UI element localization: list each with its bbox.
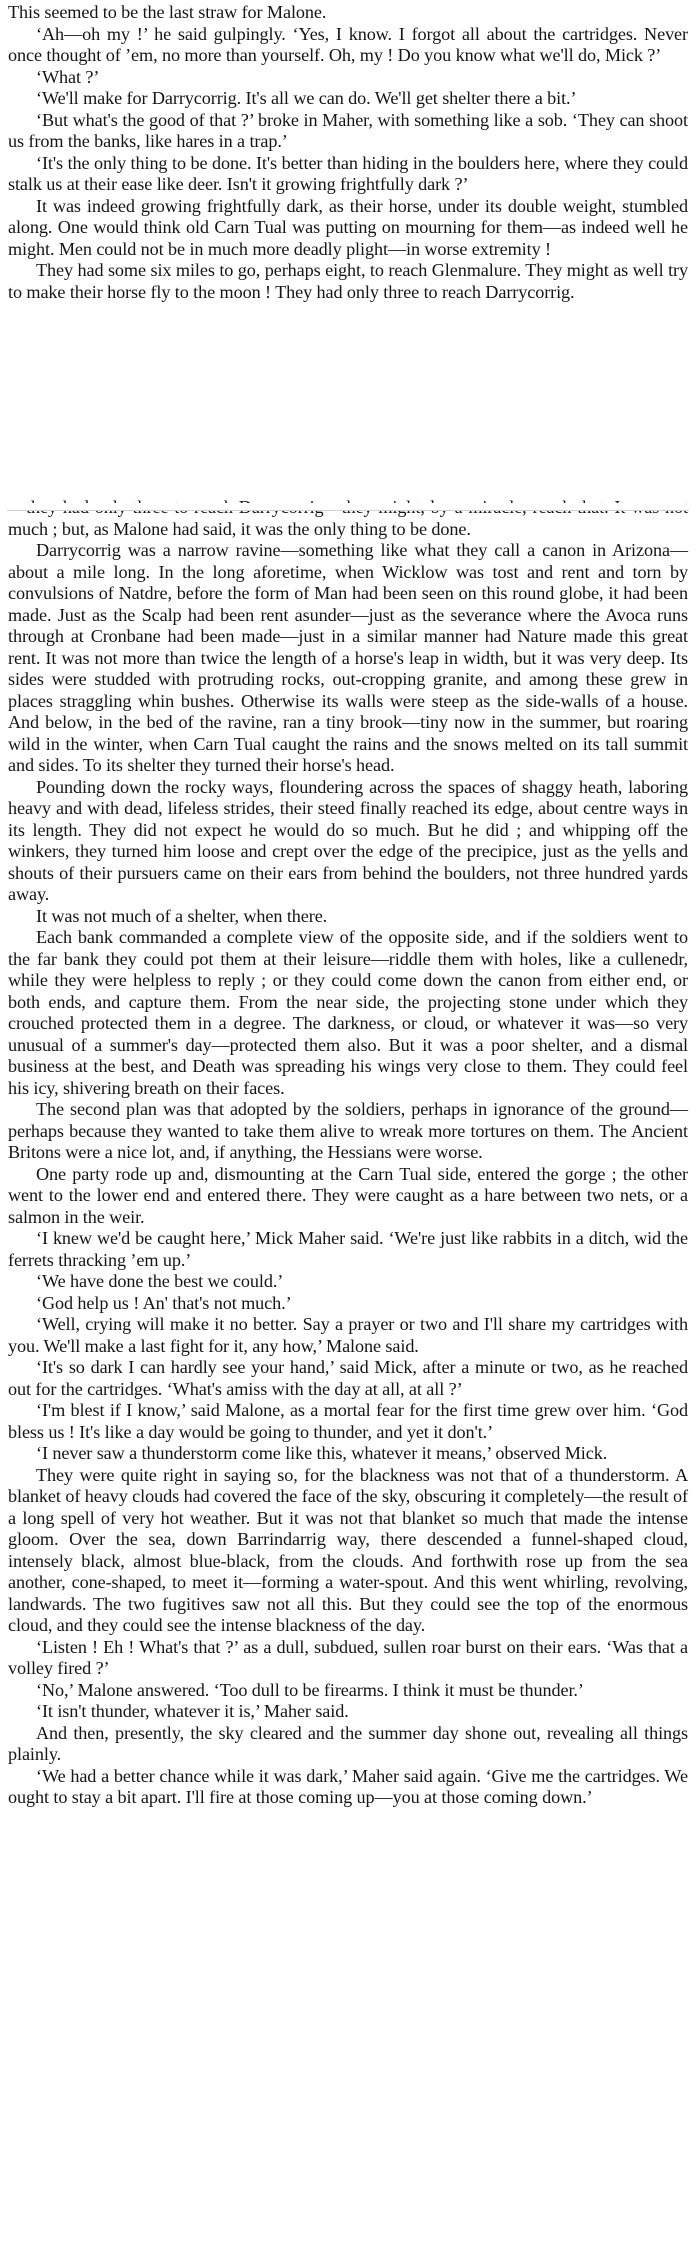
paragraph: The second plan was that adopted by the soldiers, perhaps in ignorance of the ground—perhaps because they wanted to take them alive to wreak more tortures on them. The Ancient Britons were a nice lot, and, if anything, the Hessians were worse. bbox=[8, 1099, 688, 1162]
paragraph: They were quite right in saying so, for the blackness was not that of a thunderstorm. A blanket of heavy clouds had covered the face of the sky, obscuring it completely—the result of a long spell of very hot weather. But it was not that blanket so much that made the intense gloom. Over the sea, down Barrindarrig way, there descended a funnel-shaped cloud, intensely black, almost blue-black, from the clouds. And forthwith rose up from the sea another, cone-shaped, to meet it—forming a water-spout. And this went whirling, revolving, landwards. The two fugitives saw not all this. But they could see the top of the enormous cloud, and they could see the intense blackness of the day. bbox=[8, 1464, 688, 1635]
paragraph: ‘But what's the good of that ?’ broke in Maher, with something like a sob. ‘They can shoot us from the banks, like hares in a trap.’ bbox=[8, 109, 688, 151]
paragraph: ‘I knew we'd be caught here,’ Mick Maher said. ‘We're just like rabbits in a ditch, wid the ferrets thracking ’em up.’ bbox=[8, 1228, 688, 1270]
paragraph: It was indeed growing frightfully dark, as their horse, under its double weight, stumbled along. One would think old Carn Tual was putting on mourning for them—as indeed well he might. Men could not be in much more deadly plight—in worse extremity ! bbox=[8, 195, 688, 259]
paragraph: Each bank commanded a complete view of the opposite side, and if the soldiers went to the far bank they could pot them at their leisure—riddle them with holes, like a cullenedr, while they were helpless to reply ; or they could come down the canon from either end, or both ends, and capture them. From the near side, the projecting stone under which they crouched protected them in a degree. The darkness, or cloud, or whatever it was—so very unusual of a summer's day—protected them also. But it was a poor shelter, and a dismal business at the best, and Death was spreading his wings very close to them. They could feel his icy, shivering breath on their faces. bbox=[8, 927, 688, 1098]
paragraph: ‘God help us ! An' that's not much.’ bbox=[36, 1292, 292, 1313]
paragraph: ‘I never saw a thunderstorm come like this, whatever it means,’ observed Mick. bbox=[36, 1443, 608, 1463]
paragraph: ‘We have done the best we could.’ bbox=[36, 1271, 284, 1291]
paragraph: ‘It's the only thing to be done. It's better than hiding in the boulders here, where they could stalk us at their ease like deer. Isn't it growing frightfully dark ?’ bbox=[8, 152, 688, 194]
paragraph: They had some six miles to go, perhaps eight, to reach Glenmalure. They might as well try to make their horse fly to the moon ! They had only three to reach Darrycorrig. bbox=[8, 260, 688, 302]
paragraph: ‘It isn't thunder, whatever it is,’ Maher said. bbox=[36, 1701, 349, 1721]
paragraph: ‘I'm blest if I know,’ said Malone, as a mortal fear for the first time grew over him. ‘God bless us ! It's like a day would be going to thunder, and yet it don't.’ bbox=[8, 1400, 688, 1442]
paragraph: One party rode up and, dismounting at the Carn Tual side, entered the gorge ; the other went to the lower end and entered there. They were caught as a hare between two nets, or a salmon in the weir. bbox=[8, 1163, 688, 1227]
paragraph: ‘Well, crying will make it no better. Say a prayer or two and I'll share my cartridges with you. We'll make a last fight for it, any how,’ Malone said. bbox=[8, 1314, 688, 1356]
paragraph: ‘We'll make for Darrycorrig. It's all we can do. We'll get shelter there a bit.’ bbox=[36, 88, 577, 108]
paragraph: And then, presently, the sky cleared and the summer day shone out, revealing all things plainly. bbox=[8, 1722, 688, 1764]
paragraph: ‘What ?’ bbox=[36, 66, 100, 87]
paragraph: This seemed to be the last straw for Malone. bbox=[8, 2, 327, 22]
paragraph: ‘It's so dark I can hardly see your hand,’ said Mick, after a minute or two, as he reached out for the cartridges. ‘What's amiss with the day at all, at all ?’ bbox=[8, 1357, 688, 1399]
paragraph: ‘We had a better chance while it was dark,’ Maher said again. ‘Give me the cartridges. We ought to stay a bit apart. I'll fire at those coming up—you at those coming down.’ bbox=[8, 1765, 688, 1807]
paragraph: Pounding down the rocky ways, floundering across the spaces of shaggy heath, laboring heavy and with dead, lifeless strides, their steed finally reached its edge, about centre ways in its length. They did not expect he would do so much. But he did ; and whipping off the winkers, they turned him loose and crept over the edge of the precipice, just as the yells and shouts of their pursuers came on their ears from behind the boulders, not three hundred yards away. bbox=[8, 776, 688, 904]
paragraph: Darrycorrig was a narrow ravine—something like what they call a canon in Arizona—about a mile long. In the long aforetime, when Wicklow was tost and rent and torn by convulsions of Natdre, before the form of Man had been seen on this round globe, it had been made. Just as the Scalp had been rent asunder—just as the severance where the Avoca runs through at Cronbane had been made—just in a similar manner had Nature made this great rent. It was not more than twice the length of a horse's leap in width, but it was very deep. Its sides were studded with protruding rocks, out-cropping granite, and among these grew in places straggling whin bushes. Otherwise its walls were steep as the side-walls of a house. And below, in the bed of the ravine, ran a tiny brook—tiny now in the summer, but roaring wild in the winter, when Carn Tual caught the rains and the snows melted on its tall summit and sides. To its shelter they turned their horse's head. bbox=[8, 540, 688, 775]
paragraph: much ; but, as Malone had said, it was the only thing to be done. bbox=[8, 518, 471, 539]
paragraph: It was not much of a shelter, when there. bbox=[36, 905, 328, 926]
clipping-seam bbox=[6, 503, 690, 510]
paragraph: ‘No,’ Malone answered. ‘Too dull to be firearms. I think it must be thunder.’ bbox=[36, 1679, 584, 1700]
text-column-lower bbox=[8, 497, 688, 1809]
text-column-upper bbox=[8, 2, 688, 506]
paragraph: ‘Listen ! Eh ! What's that ?’ as a dull, subdued, sullen roar burst on their ears. ‘Was that a volley fired ?’ bbox=[8, 1636, 688, 1678]
paragraph: ‘Ah—oh my !’ he said gulpingly. ‘Yes, I know. I forgot all about the cartridges. Never once thought of ’em, no more than yourself. Oh, my ! Do you know what we'll do, Mick ?’ bbox=[8, 23, 688, 65]
